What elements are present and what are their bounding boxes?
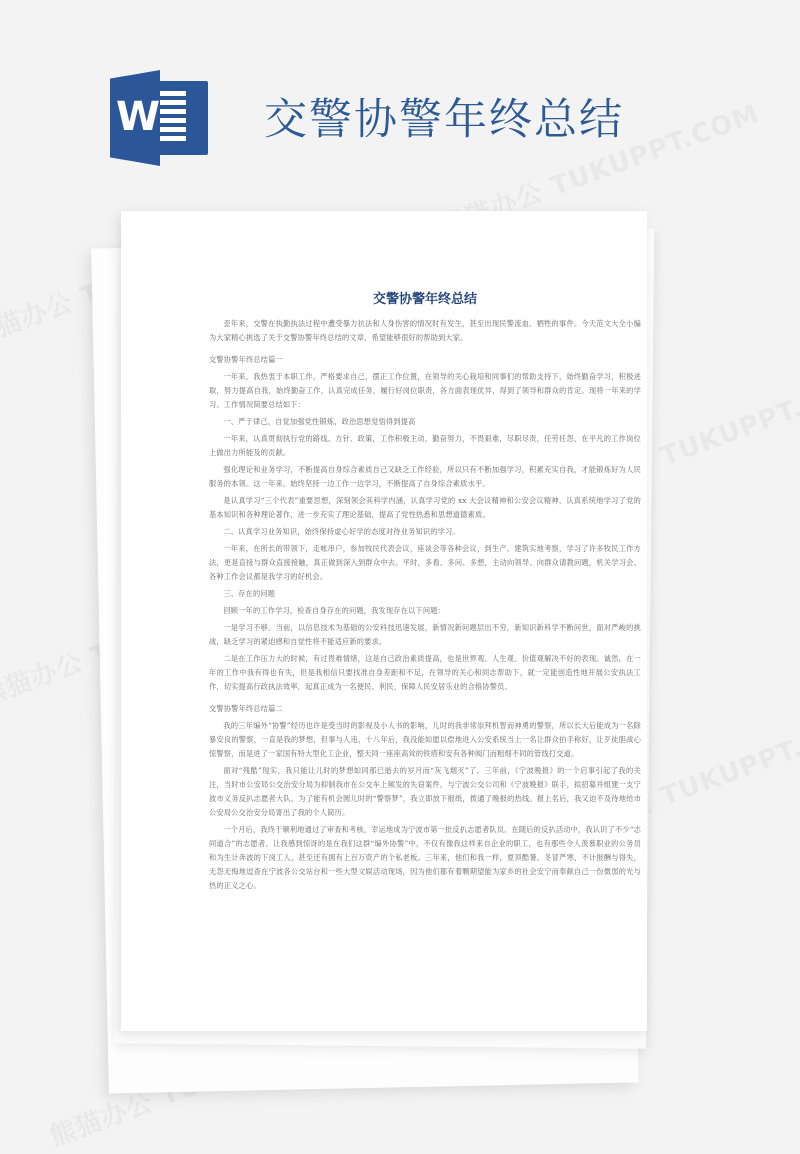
paragraph: 我的三年编外“协警”经历也许是受当时的影视及小人书的影响，儿时的我非常崇拜机智而神勇的警察，所以长大后能成为一名除暴安良的警察，一直是我的梦想，但事与人违，十八年后，我没能如愿以偿地进入公安系统当上一名让群众拍手称好，让歹徒胆战心惊警察，而是进了一家国有特大型化工企业，整天同一座座高耸的铁塔和安有各种阀门而粗细不同的管线打交道。 bbox=[209, 721, 641, 758]
paragraph: 强化理论和业务学习，不断提高自身综合素质自己又缺乏工作经验，所以只有不断加强学习，积累充实自我，才能锻炼好为人民服务的本领。这一年来，始终坚持一边工作一边学习，不断提高了自身综合素质水平。 bbox=[209, 465, 641, 488]
paragraph: 二是在工作压力大的时候，有过畏难情绪，这是自己政治素质提高，也是世界观、人生观、价值观解决不好的表现。诚然，在一年的工作中我有得也有失，但是我相信只要找准自身差距和不足，在领导的关心和同志帮助下，就一定能创造性地开展公安执法工作，切实提高行政执法效率，起真正成为一名便民、利民，保障人民安居乐业的合格协警员。 bbox=[209, 654, 641, 691]
paragraph: 回顾一年的工作学习，检查自身存在的问题，我发现存在以下问题： bbox=[223, 606, 446, 615]
document-title: 交警协警年终总结 bbox=[372, 292, 477, 307]
paragraph: 一年来，在所长的带领下，走帐串户，参加牧民代表会议，座谈会等各种会议，到生产、建筑实地考察，学习了许多牧民工作方法，更是直接与群众直接接触，真正做到深入到群众中去。平时，多看、多问、多想，主动向领导、向群众请教问题，机关学习会、各种工作会议都是我学习的好机会。 bbox=[209, 544, 641, 581]
paragraph: 面对“残酷”现实，我只能让儿时的梦想如同那已逝去的岁月而“灰飞烟灭”了。三年前，《宁波晚报》的一个启事引起了我的关注，当时市公安局公交治安分局为抑制我市在公交车上频发的失窃案件，与宁波公交公司和《宁波晚报》联手，拟招募并组建一支宁波市义务反扒志愿者大队。为了能有机会圆儿时的“警察梦”，我立即放下报纸，拨通了晚报的热线。报上名后，我又迫不及待地给市公安局公交治安分局寄出了我的个人简历。 bbox=[209, 766, 641, 817]
paragraph: 歪年来，交警在执勤执法过程中遭受暴力抗法和人身伤害的情况时有发生，甚至出现民警流血、牺牲的事件。今天范文大全小编为大家精心挑选了关于交警协警年终总结的文章，希望能够很好的帮助到大家。 bbox=[209, 319, 641, 342]
header-title: 交警协警年终总结 bbox=[264, 95, 624, 145]
document-page bbox=[121, 211, 647, 1031]
paragraph: 一是学习不够。当前，以信息技术为基础的公安科技迅速发展，新情况新问题层出不穷，新知识新科学不断问世，面对严峻的挑战，缺乏学习的紧迫感和自觉性将不能适应新的要求。 bbox=[209, 623, 641, 646]
section-heading: 交警协警年终总结篇一 bbox=[209, 355, 283, 364]
paragraph: 二、认真学习业务知识，始终保持虚心好学的态度对待业务知识的学习。 bbox=[223, 527, 460, 536]
paragraph: 三、存在的问题 bbox=[223, 589, 276, 598]
paragraph: 一年来，认真贯彻执行党的路线、方针、政策，工作积极主动，勤奋努力，不畏艰难，尽职尽责，任劳任怨，在平凡的工作岗位上做出力所能及的贡献。 bbox=[209, 434, 641, 457]
word-document-icon bbox=[110, 70, 210, 166]
paragraph: 一、严于律己，自觉加强党性锻炼，政治思想觉悟得到提高 bbox=[223, 417, 416, 426]
paragraph: 一年来，我热衷于本职工作，严格要求自己，摆正工作位置，在领导的关心栽培和同事们的帮助支持下，始终勤奋学习，积极进取，努力提高自我，始终勤奋工作，认真完成任务，履行好岗位职责，各方面表现优异，得到了领导和群众的肯定。现将一年来的学习、工作情况简要总结如下： bbox=[209, 372, 641, 409]
paragraph: 一个月后，我终于顺利地通过了审查和考核，幸运地成为宁波市第一批反扒志愿者队员。在随后的反扒活动中，我认识了不少“志同道合”的志愿者。让我感到惊讶的是在我们这群“编外协警”中，不仅有像我这样来自企业的职工，也有那些令人羡慕职业的公务员和为生计奔波的下岗工人，甚至还有拥有上百万资产的个私老板。三年来，他们和我一样，夏顶酷暑、冬冒严寒，不计报酬与得失，无怨无悔地逗查在宁波各公交站台和一些大型文娱活动现场，因为他们都有着颗期望能为家乡的社会安宁而奉献自己一份微弱的光与热的正义之心。 bbox=[209, 825, 641, 890]
page-header bbox=[0, 0, 800, 200]
paragraph: 是认真学习“三个代表”重要思想，深刻领会其科学内涵，认真学习党的 xx 大会议精神和公安会议精神，认真系统地学习了党的基本知识和各种理论著作，进一步充实了理论基础，提高了党性热悉和思想道德素质。 bbox=[209, 496, 641, 519]
section-heading: 交警协警年终总结篇二 bbox=[209, 704, 283, 713]
paragraph-list bbox=[209, 317, 641, 893]
word-icon-letter: W bbox=[116, 94, 161, 140]
document-body bbox=[209, 291, 641, 896]
